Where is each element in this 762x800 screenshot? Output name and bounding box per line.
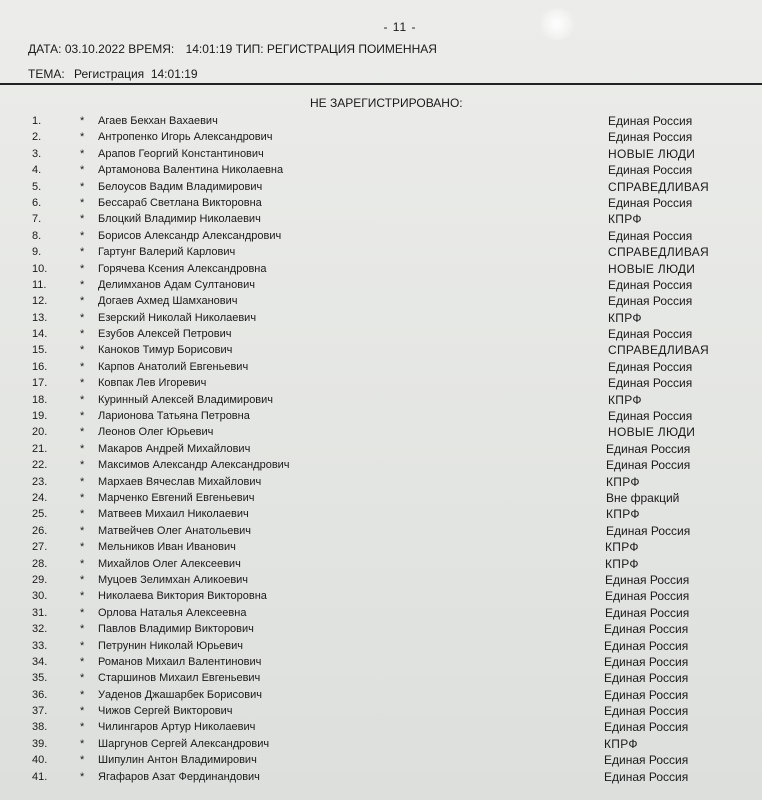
party-name: НОВЫЕ ЛЮДИ: [608, 146, 696, 161]
row-marker: *: [80, 344, 85, 357]
row-marker: *: [80, 115, 85, 127]
party-name: Единая Россия: [608, 228, 693, 243]
row-marker: *: [80, 377, 85, 390]
row-number: 20.: [32, 426, 48, 439]
deputy-name: Петрунин Николай Юрьевич: [98, 639, 243, 652]
party-name: КПРФ: [608, 392, 642, 407]
row-number: 39.: [32, 737, 48, 750]
row-marker: *: [80, 164, 85, 177]
page-number: - 11 -: [383, 20, 417, 34]
list-item: [28, 687, 748, 703]
row-number: 29.: [32, 573, 48, 586]
deputy-name: Марченко Евгений Евгеньевич: [98, 491, 255, 504]
party-name: Единая Россия: [604, 769, 689, 784]
deputy-name: Куринный Алексей Владимирович: [98, 393, 274, 406]
header-line-topic: [28, 67, 198, 81]
deputy-name: Шаргунов Сергей Александрович: [98, 737, 270, 750]
party-name: Единая Россия: [608, 359, 693, 374]
row-number: 27.: [32, 541, 48, 554]
deputy-name: Мархаев Вячеслав Михайлович: [98, 475, 262, 488]
row-number: 14.: [32, 328, 48, 341]
party-name: СПРАВЕДЛИВАЯ: [608, 179, 710, 194]
row-number: 37.: [32, 705, 48, 718]
row-marker: *: [80, 442, 85, 455]
deputy-name: Ларионова Татьяна Петровна: [98, 410, 250, 423]
party-name: Единая Россия: [606, 458, 691, 473]
row-number: 21.: [32, 442, 48, 455]
list-item: [28, 129, 748, 145]
party-name: Единая Россия: [604, 638, 689, 653]
list-item: [28, 670, 748, 686]
list-item: [28, 654, 748, 670]
deputy-name: Блоцкий Владимир Николаевич: [98, 213, 261, 226]
deputy-name: Антропенко Игорь Александрович: [98, 131, 273, 144]
row-number: 11.: [32, 278, 47, 291]
row-number: 28.: [32, 557, 48, 570]
list-item: [28, 179, 748, 195]
list-item: [28, 146, 748, 162]
row-marker: *: [80, 754, 85, 767]
list-item: [28, 392, 748, 408]
list-item: [28, 277, 748, 293]
party-name: Единая Россия: [608, 327, 693, 342]
deputy-name: Старшинов Михаил Евгеньевич: [98, 672, 261, 685]
list-item: [28, 588, 748, 604]
header-divider: [0, 83, 762, 85]
row-marker: *: [80, 557, 85, 570]
list-item: [28, 408, 748, 424]
list-item: [28, 342, 748, 358]
row-marker: *: [80, 229, 85, 242]
list-item: [28, 310, 748, 326]
party-name: Единая Россия: [604, 704, 689, 719]
party-name: КПРФ: [608, 310, 642, 325]
row-marker: *: [80, 491, 85, 504]
type-label: ТИП:: [235, 42, 264, 56]
row-marker: *: [80, 770, 85, 783]
row-marker: *: [80, 705, 85, 718]
list-item: [28, 556, 748, 572]
party-name: Единая Россия: [604, 654, 689, 669]
topic-label: ТЕМА:: [28, 67, 65, 81]
deputy-name: Чилингаров Артур Николаевич: [98, 721, 256, 734]
row-number: 15.: [32, 344, 48, 357]
deputy-name: Павлов Владимир Викторович: [98, 623, 254, 636]
row-number: 33.: [32, 639, 48, 652]
list-item: [28, 605, 748, 621]
section-title: НЕ ЗАРЕГИСТРИРОВАНО:: [310, 96, 463, 110]
row-number: 8.: [32, 229, 42, 242]
list-item: [28, 424, 748, 440]
deputy-name: Езерский Николай Николаевич: [98, 311, 257, 324]
list-item: [28, 769, 748, 785]
party-name: НОВЫЕ ЛЮДИ: [608, 425, 696, 440]
list-item: [28, 359, 748, 375]
party-name: КПРФ: [605, 556, 639, 571]
row-number: 38.: [32, 721, 48, 734]
party-name: Единая Россия: [608, 195, 693, 210]
row-marker: *: [80, 721, 85, 734]
list-item: [28, 506, 748, 522]
row-marker: *: [80, 213, 85, 226]
list-item: [28, 261, 748, 277]
deputy-name: Уаденов Джашарбек Борисович: [98, 688, 262, 701]
row-marker: *: [80, 131, 85, 144]
party-name: Единая Россия: [606, 441, 691, 456]
deputy-name: Шипулин Антон Владимирович: [98, 754, 257, 767]
topic-value: Регистрация 14:01:19: [74, 67, 198, 81]
header-line-date: [28, 42, 437, 56]
row-number: 2.: [32, 131, 42, 144]
row-marker: *: [80, 410, 85, 423]
row-number: 23.: [32, 475, 48, 488]
party-name: Единая Россия: [608, 294, 693, 309]
list-item: [28, 375, 748, 391]
deputy-name: Матвеев Михаил Николаевич: [98, 508, 249, 521]
row-marker: *: [80, 524, 85, 537]
row-marker: *: [80, 328, 85, 341]
deputy-name: Арапов Георгий Константинович: [98, 147, 264, 160]
row-number: 4.: [32, 164, 42, 177]
row-number: 36.: [32, 688, 48, 701]
party-name: Единая Россия: [605, 589, 690, 604]
row-marker: *: [80, 688, 85, 701]
deputy-name: Леонов Олег Юрьевич: [98, 426, 214, 439]
deputy-name: Муцоев Зелимхан Аликоевич: [98, 573, 249, 586]
row-marker: *: [80, 393, 85, 406]
party-name: Единая Россия: [608, 114, 693, 128]
list-item: [28, 457, 748, 473]
row-number: 19.: [32, 410, 48, 423]
list-item: [28, 736, 748, 752]
row-marker: *: [80, 737, 85, 750]
list-item: [28, 211, 748, 227]
row-number: 16.: [32, 360, 48, 373]
row-number: 30.: [32, 590, 48, 603]
time-value: 14:01:19: [185, 42, 233, 56]
list-item: [28, 638, 748, 654]
row-number: 40.: [32, 754, 48, 767]
party-name: КПРФ: [604, 736, 638, 751]
deputy-name: Ягафаров Азат Фердинандович: [98, 770, 260, 783]
row-number: 41.: [32, 770, 48, 783]
row-marker: *: [80, 360, 85, 373]
deputy-name: Романов Михаил Валентинович: [98, 655, 262, 668]
party-name: Единая Россия: [604, 753, 689, 768]
row-number: 12.: [32, 295, 48, 308]
party-name: Единая Россия: [604, 720, 689, 735]
deputy-name: Ковпак Лев Игоревич: [98, 377, 207, 390]
list-item: [28, 572, 748, 588]
party-name: Единая Россия: [604, 687, 689, 702]
row-number: 18.: [32, 393, 48, 406]
list-item: [28, 293, 748, 309]
row-marker: *: [80, 606, 85, 619]
row-number: 13.: [32, 311, 48, 324]
party-name: КПРФ: [605, 540, 639, 555]
row-number: 7.: [32, 213, 42, 226]
date-label: ДАТА:: [28, 42, 62, 56]
list-item: [28, 703, 748, 719]
row-marker: *: [80, 508, 85, 521]
row-number: 25.: [32, 508, 48, 521]
party-name: Единая Россия: [608, 376, 693, 391]
list-item: [28, 474, 748, 490]
row-number: 10.: [32, 262, 48, 275]
row-marker: *: [80, 278, 85, 291]
deputy-name: Бессараб Светлана Викторовна: [98, 196, 262, 209]
row-number: 26.: [32, 524, 48, 537]
deputy-name: Борисов Александр Александрович: [98, 229, 282, 242]
row-number: 22.: [32, 459, 48, 472]
row-number: 24.: [32, 491, 48, 504]
row-number: 5.: [32, 180, 42, 193]
row-number: 17.: [32, 377, 48, 390]
deputy-name: Матвейчев Олег Анатольевич: [98, 524, 252, 537]
list-item: [28, 113, 748, 129]
list-item: [28, 490, 748, 506]
list-item: [28, 326, 748, 342]
deputy-name: Гартунг Валерий Карлович: [98, 246, 236, 259]
deputy-name: Агаев Бекхан Вахаевич: [98, 115, 218, 127]
deputy-name: Макаров Андрей Михайлович: [98, 442, 251, 455]
party-name: Единая Россия: [608, 409, 693, 424]
row-number: 35.: [32, 672, 48, 685]
row-number: 9.: [32, 246, 42, 259]
party-name: Единая Россия: [605, 572, 690, 587]
row-marker: *: [80, 246, 85, 259]
row-marker: *: [80, 180, 85, 193]
list-item: [28, 195, 748, 211]
row-marker: *: [80, 147, 85, 160]
row-number: 1.: [32, 115, 42, 127]
party-name: СПРАВЕДЛИВАЯ: [608, 245, 710, 260]
party-name: НОВЫЕ ЛЮДИ: [608, 261, 696, 276]
party-name: Единая Россия: [604, 622, 689, 637]
party-name: КПРФ: [608, 212, 642, 227]
date-value: 03.10.2022: [64, 42, 125, 56]
deputy-name: Мельников Иван Иванович: [98, 541, 236, 554]
type-value: РЕГИСТРАЦИЯ ПОИМЕННАЯ: [266, 42, 437, 56]
time-label: ВРЕМЯ:: [128, 42, 175, 56]
row-number: 31.: [32, 606, 48, 619]
unregistered-list: [28, 113, 748, 785]
row-marker: *: [80, 672, 85, 685]
row-marker: *: [80, 655, 85, 668]
row-marker: *: [80, 295, 85, 308]
party-name: Единая Россия: [606, 523, 691, 538]
deputy-name: Каноков Тимур Борисович: [98, 344, 233, 357]
party-name: Единая Россия: [608, 130, 693, 145]
deputy-name: Езубов Алексей Петрович: [98, 328, 232, 341]
list-item: [28, 752, 748, 768]
deputy-name: Карпов Анатолий Евгеньевич: [98, 360, 249, 373]
row-marker: *: [80, 541, 85, 554]
row-marker: *: [80, 262, 85, 275]
list-item: [28, 523, 748, 539]
party-name: Единая Россия: [608, 163, 693, 178]
row-marker: *: [80, 311, 85, 324]
row-number: 3.: [32, 147, 42, 160]
list-item: [28, 162, 748, 178]
party-name: Единая Россия: [604, 671, 689, 686]
list-item: [28, 228, 748, 244]
row-marker: *: [80, 426, 85, 439]
list-item: [28, 441, 748, 457]
deputy-name: Догаев Ахмед Шамханович: [98, 295, 238, 308]
party-name: СПРАВЕДЛИВАЯ: [608, 343, 710, 358]
list-item: [28, 621, 748, 637]
party-name: КПРФ: [606, 474, 640, 489]
row-marker: *: [80, 459, 85, 472]
party-name: Вне фракций: [606, 490, 680, 505]
row-marker: *: [80, 475, 85, 488]
row-marker: *: [80, 590, 85, 603]
list-item: [28, 539, 748, 555]
deputy-name: Чижов Сергей Викторович: [98, 705, 233, 718]
deputy-name: Николаева Виктория Викторовна: [98, 590, 267, 603]
deputy-name: Михайлов Олег Алексеевич: [98, 557, 241, 570]
party-name: КПРФ: [606, 507, 640, 522]
party-name: Единая Россия: [605, 605, 690, 620]
party-name: Единая Россия: [608, 277, 693, 292]
row-number: 6.: [32, 196, 42, 209]
row-marker: *: [80, 196, 85, 209]
deputy-name: Белоусов Вадим Владимирович: [98, 180, 263, 193]
row-marker: *: [80, 623, 85, 636]
row-marker: *: [80, 573, 85, 586]
row-number: 34.: [32, 655, 48, 668]
deputy-name: Горячева Ксения Александровна: [98, 262, 267, 275]
deputy-name: Артамонова Валентина Николаевна: [98, 164, 284, 177]
deputy-name: Максимов Александр Александрович: [98, 459, 290, 472]
row-number: 32.: [32, 623, 48, 636]
deputy-name: Орлова Наталья Алексеевна: [98, 606, 247, 619]
row-marker: *: [80, 639, 85, 652]
list-item: [28, 244, 748, 260]
deputy-name: Делимханов Адам Султанович: [98, 278, 255, 291]
list-item: [28, 719, 748, 735]
